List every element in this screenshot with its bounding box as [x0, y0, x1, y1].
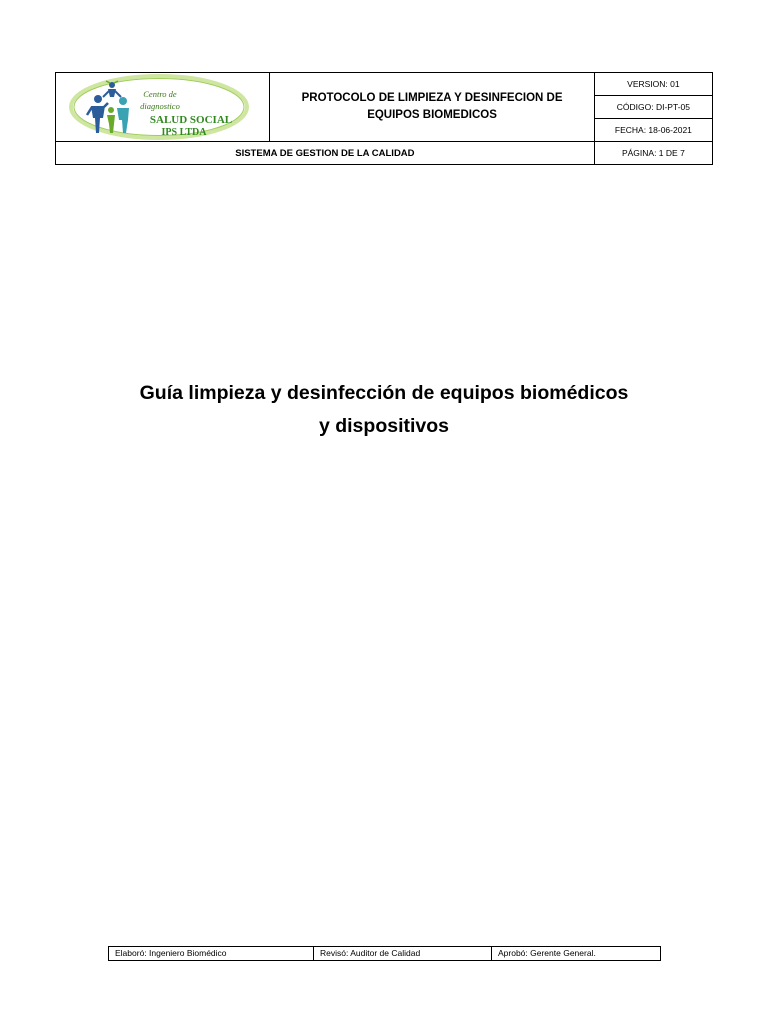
- logo-line-2: diagnostico: [140, 101, 180, 111]
- logo-line-4: IPS LTDA: [161, 127, 207, 138]
- document-title: [80, 377, 688, 443]
- protocol-title: PROTOCOLO DE LIMPIEZA Y DESINFECION DE EQUIPOS BIOMEDICOS: [270, 73, 594, 142]
- version-field: VERSION: 01: [594, 73, 712, 96]
- date-field: FECHA: 18-06-2021: [594, 119, 712, 142]
- document-title-line-1: Guía limpieza y desinfección de equipos biomédicos: [139, 382, 629, 404]
- document-header: [55, 72, 713, 165]
- code-field: CÓDIGO: DI-PT-05: [594, 96, 712, 119]
- logo-cell: [56, 73, 270, 142]
- approval-footer: [108, 946, 661, 961]
- reviewed-by: Revisó: Auditor de Calidad: [314, 947, 492, 961]
- quality-system-text: SISTEMA DE GESTION DE LA CALIDAD: [235, 147, 415, 159]
- approved-by: Aprobó: Gerente General.: [492, 947, 661, 961]
- elaborated-by: Elaboró: Ingeniero Biomédico: [109, 947, 314, 961]
- logo-line-1: Centro de: [143, 89, 177, 99]
- document-title-line-2: y dispositivos: [318, 415, 450, 437]
- quality-system-label: [56, 142, 595, 165]
- company-logo: [56, 73, 270, 141]
- page-field: PÁGINA: 1 DE 7: [594, 142, 712, 165]
- logo-line-3: SALUD SOCIAL: [149, 114, 233, 126]
